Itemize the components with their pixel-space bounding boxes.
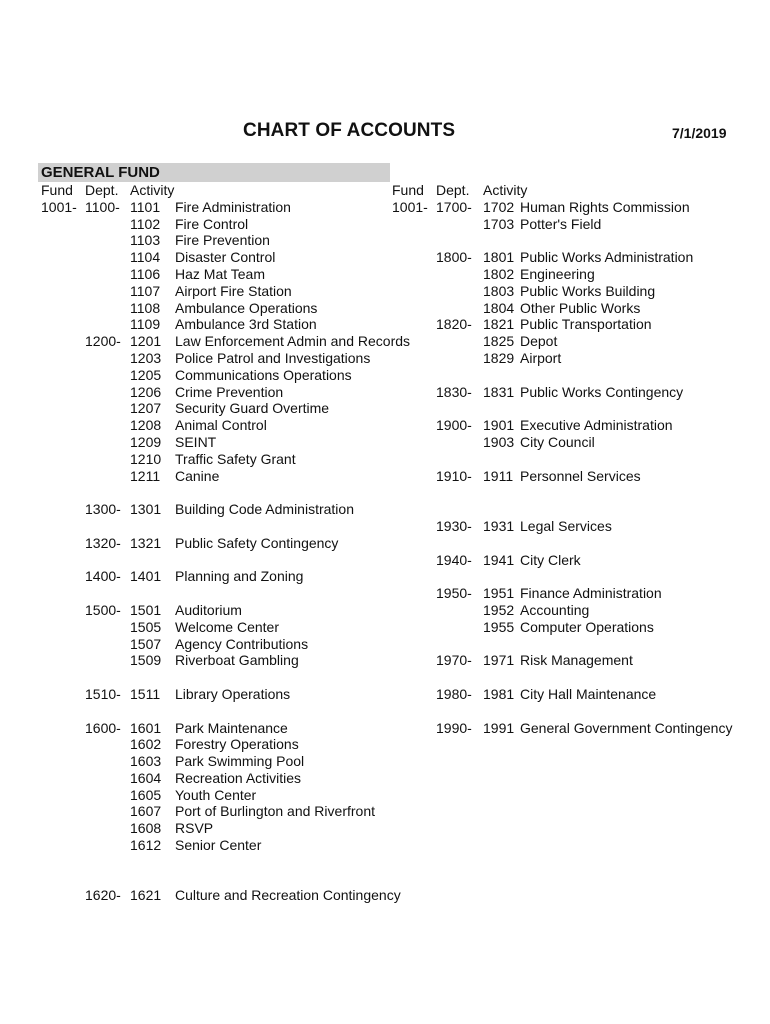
account-row — [392, 552, 770, 569]
dept-code: 1400- — [85, 568, 121, 585]
activity-name: Computer Operations — [520, 618, 654, 635]
activity-code: 1321 — [130, 534, 162, 551]
activity-code: 1211 — [130, 467, 161, 484]
activity-code: 1941 — [483, 551, 515, 568]
account-row — [41, 518, 401, 535]
account-row — [41, 803, 401, 820]
activity-code: 1605 — [130, 786, 162, 803]
account-row — [41, 619, 401, 636]
activity-name: Welcome Center — [175, 618, 280, 635]
account-row — [392, 417, 770, 434]
activity-code: 1607 — [130, 803, 162, 820]
dept-code: 1700- — [436, 198, 472, 215]
account-row — [392, 484, 770, 501]
activity-name: Engineering — [520, 265, 595, 282]
activity-name: Park Swimming Pool — [175, 753, 305, 770]
dept-code: 1300- — [85, 501, 121, 518]
activity-name: Finance Administration — [520, 585, 662, 602]
activity-name: Legal Services — [520, 517, 612, 534]
account-row — [41, 703, 401, 720]
activity-name: Culture and Recreation Contingency — [175, 887, 401, 904]
activity-name: Animal Control — [175, 417, 267, 434]
activity-name: SEINT — [175, 433, 217, 450]
account-row — [41, 854, 401, 871]
account-row — [41, 535, 401, 552]
account-row — [392, 501, 770, 518]
activity-code: 1825 — [483, 333, 515, 350]
account-row — [392, 686, 770, 703]
activity-code: 1511 — [130, 685, 161, 702]
account-row — [392, 585, 770, 602]
activity-code: 1612 — [130, 837, 162, 854]
account-row — [41, 199, 401, 216]
account-row — [41, 216, 401, 233]
dept-code: 1200- — [85, 333, 121, 350]
account-row — [392, 232, 770, 249]
activity-code: 1501 — [130, 601, 162, 618]
activity-code: 1201 — [130, 333, 162, 350]
fund-banner: GENERAL FUND — [38, 163, 390, 182]
account-row — [392, 434, 770, 451]
activity-code: 1103 — [130, 232, 161, 249]
document-title: CHART OF ACCOUNTS — [243, 120, 456, 141]
account-row — [41, 266, 401, 283]
activity-code: 1981 — [483, 685, 515, 702]
activity-name: City Hall Maintenance — [520, 685, 657, 702]
activity-code: 1205 — [130, 366, 162, 383]
activity-code: 1101 — [130, 198, 161, 215]
activity-code: 1608 — [130, 820, 162, 837]
activity-name: City Council — [520, 433, 595, 450]
activity-name: Ambulance Operations — [175, 299, 318, 316]
account-row — [392, 451, 770, 468]
account-row — [392, 384, 770, 401]
left-account-list — [41, 198, 411, 904]
dept-code: 1970- — [436, 652, 472, 669]
activity-code: 1803 — [483, 282, 515, 299]
dept-code: 1100- — [85, 198, 120, 215]
activity-name: Communications Operations — [175, 366, 352, 383]
account-row — [392, 518, 770, 535]
activity-name: Park Maintenance — [175, 719, 288, 736]
activity-name: Public Safety Contingency — [175, 534, 339, 551]
activity-name: Risk Management — [520, 652, 633, 669]
dept-code: 1620- — [85, 887, 121, 904]
activity-name: Library Operations — [175, 685, 291, 702]
activity-code: 1831 — [483, 383, 515, 400]
activity-code: 1821 — [483, 316, 515, 333]
activity-name: Other Public Works — [520, 299, 641, 316]
activity-name: Building Code Administration — [175, 501, 354, 518]
activity-code: 1208 — [130, 417, 162, 434]
activity-name: City Clerk — [520, 551, 581, 568]
account-row — [41, 585, 401, 602]
account-row — [41, 686, 401, 703]
activity-name: Crime Prevention — [175, 383, 284, 400]
account-row — [392, 468, 770, 485]
activity-code: 1931 — [483, 517, 515, 534]
account-row — [392, 367, 770, 384]
account-row — [392, 652, 770, 669]
dept-code: 1910- — [436, 467, 472, 484]
activity-name: Fire Administration — [175, 198, 291, 215]
account-row — [41, 300, 401, 317]
activity-code: 1106 — [130, 265, 161, 282]
activity-name: Planning and Zoning — [175, 568, 304, 585]
account-row — [41, 350, 401, 367]
activity-name: Airport — [520, 349, 562, 366]
account-row — [41, 283, 401, 300]
account-row — [41, 720, 401, 737]
right-account-column — [392, 182, 770, 736]
account-row — [41, 552, 401, 569]
left-column-header — [41, 182, 401, 199]
activity-name: Fire Control — [175, 215, 249, 232]
account-row — [41, 871, 401, 888]
fund-column-header: Fund — [41, 182, 73, 198]
dept-column-header: Dept. — [436, 182, 470, 198]
activity-name: Fire Prevention — [175, 232, 270, 249]
dept-code: 1990- — [436, 719, 472, 736]
account-row — [41, 602, 401, 619]
activity-code: 1203 — [130, 349, 162, 366]
activity-name: Executive Administration — [520, 417, 673, 434]
account-row — [41, 787, 401, 804]
activity-code: 1911 — [483, 467, 514, 484]
account-row — [41, 753, 401, 770]
activity-name: Haz Mat Team — [175, 265, 265, 282]
account-row — [41, 384, 401, 401]
activity-name: Senior Center — [175, 837, 262, 854]
activity-column-header: Activity — [483, 182, 528, 198]
account-row — [392, 568, 770, 585]
activity-code: 1108 — [130, 299, 161, 316]
account-row — [392, 636, 770, 653]
dept-code: 1980- — [436, 685, 472, 702]
activity-name: General Government Contingency — [520, 719, 733, 736]
activity-code: 1104 — [130, 249, 161, 266]
account-row — [41, 820, 401, 837]
dept-code: 1940- — [436, 551, 472, 568]
account-row — [41, 417, 401, 434]
account-row — [392, 703, 770, 720]
account-row — [41, 468, 401, 485]
activity-name: Forestry Operations — [175, 736, 299, 753]
activity-code: 1801 — [483, 249, 515, 266]
dept-code: 1510- — [85, 685, 121, 702]
dept-code: 1950- — [436, 585, 472, 602]
right-column-header — [392, 182, 770, 199]
activity-code: 1829 — [483, 349, 515, 366]
account-row — [41, 367, 401, 384]
account-row — [392, 350, 770, 367]
activity-code: 1951 — [483, 585, 515, 602]
activity-code: 1602 — [130, 736, 162, 753]
account-row — [392, 720, 770, 737]
right-account-list — [392, 199, 770, 737]
account-row — [41, 484, 401, 501]
activity-code: 1621 — [130, 887, 162, 904]
activity-name: Public Works Building — [520, 282, 656, 299]
activity-name: Law Enforcement Admin and Records — [175, 333, 411, 350]
account-row — [392, 669, 770, 686]
left-account-column — [41, 182, 411, 904]
activity-code: 1901 — [483, 417, 515, 434]
account-row — [41, 669, 401, 686]
activity-name: Public Transportation — [520, 316, 652, 333]
account-row — [41, 636, 401, 653]
account-row — [392, 283, 770, 300]
activity-name: Disaster Control — [175, 249, 276, 266]
activity-code: 1102 — [130, 215, 161, 232]
activity-name: Agency Contributions — [175, 635, 309, 652]
account-row — [392, 216, 770, 233]
dept-code: 1930- — [436, 517, 472, 534]
activity-code: 1109 — [130, 316, 161, 333]
account-row — [392, 249, 770, 266]
activity-name: Youth Center — [175, 786, 257, 803]
activity-code: 1209 — [130, 433, 162, 450]
activity-name: Public Works Administration — [520, 249, 694, 266]
account-row — [392, 266, 770, 283]
document-date: 7/1/2019 — [672, 125, 727, 141]
account-row — [41, 232, 401, 249]
dept-code: 1320- — [85, 534, 121, 551]
account-row — [41, 333, 411, 350]
dept-column-header: Dept. — [85, 182, 119, 198]
account-row — [41, 400, 401, 417]
account-row — [41, 451, 401, 468]
activity-name: Security Guard Overtime — [175, 400, 330, 417]
dept-code: 1800- — [436, 249, 472, 266]
activity-code: 1603 — [130, 753, 162, 770]
activity-name: Auditorium — [175, 601, 242, 618]
activity-code: 1802 — [483, 265, 515, 282]
account-row — [41, 249, 401, 266]
account-row — [41, 736, 401, 753]
account-row — [41, 568, 401, 585]
activity-name: Personnel Services — [520, 467, 641, 484]
activity-code: 1952 — [483, 601, 515, 618]
activity-code: 1703 — [483, 215, 515, 232]
account-row — [41, 501, 401, 518]
dept-code: 1900- — [436, 417, 472, 434]
account-row — [392, 619, 770, 636]
activity-name: Depot — [520, 333, 558, 350]
account-row — [392, 316, 770, 333]
dept-code: 1820- — [436, 316, 472, 333]
activity-name: Recreation Activities — [175, 769, 302, 786]
account-row — [41, 770, 401, 787]
account-row — [392, 602, 770, 619]
account-row — [392, 199, 770, 216]
activity-code: 1401 — [130, 568, 162, 585]
activity-code: 1971 — [483, 652, 515, 669]
activity-name: Riverboat Gambling — [175, 652, 299, 669]
activity-code: 1301 — [130, 501, 162, 518]
activity-name: Public Works Contingency — [520, 383, 684, 400]
account-row — [41, 837, 401, 854]
dept-code: 1830- — [436, 383, 472, 400]
activity-code: 1955 — [483, 618, 515, 635]
account-row — [392, 535, 770, 552]
activity-code: 1206 — [130, 383, 162, 400]
activity-name: Accounting — [520, 601, 590, 618]
activity-code: 1207 — [130, 400, 162, 417]
activity-column-header: Activity — [130, 182, 175, 198]
activity-code: 1107 — [130, 282, 161, 299]
activity-name: Potter's Field — [520, 215, 602, 232]
dept-code: 1600- — [85, 719, 121, 736]
activity-code: 1903 — [483, 433, 515, 450]
activity-code: 1505 — [130, 618, 162, 635]
activity-code: 1991 — [483, 719, 515, 736]
account-row — [41, 434, 401, 451]
account-row — [41, 887, 401, 904]
activity-code: 1804 — [483, 299, 515, 316]
activity-name: Police Patrol and Investigations — [175, 349, 371, 366]
fund-column-header: Fund — [392, 182, 424, 198]
activity-name: Canine — [175, 467, 220, 484]
fund-code: 1001- — [41, 198, 77, 215]
activity-name: Ambulance 3rd Station — [175, 316, 317, 333]
activity-name: Human Rights Commission — [520, 198, 690, 215]
account-row — [392, 300, 770, 317]
account-row — [392, 333, 770, 350]
account-row — [41, 316, 401, 333]
activity-code: 1601 — [130, 719, 162, 736]
activity-name: RSVP — [175, 820, 214, 837]
activity-name: Airport Fire Station — [175, 282, 292, 299]
account-row — [41, 652, 401, 669]
activity-code: 1509 — [130, 652, 162, 669]
activity-code: 1507 — [130, 635, 162, 652]
dept-code: 1500- — [85, 601, 121, 618]
activity-name: Traffic Safety Grant — [175, 450, 296, 467]
activity-code: 1604 — [130, 769, 162, 786]
activity-code: 1210 — [130, 450, 162, 467]
activity-name: Port of Burlington and Riverfront — [175, 803, 375, 820]
fund-code: 1001- — [392, 198, 428, 215]
activity-code: 1702 — [483, 198, 515, 215]
account-row — [392, 400, 770, 417]
